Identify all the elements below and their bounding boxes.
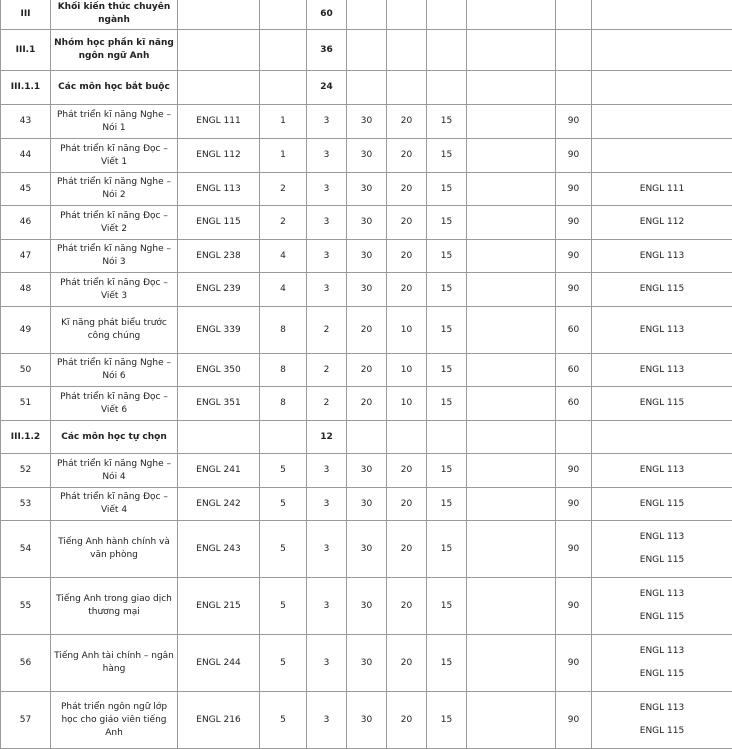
empty-cell [592,30,732,71]
course-number: 53 [1,488,51,521]
course-semester: 5 [260,635,307,692]
empty-cell [467,30,556,71]
course-credits: 3 [307,578,347,635]
course-hours-3: 15 [427,307,467,354]
prerequisite-code: ENGL 115 [594,663,730,686]
course-hours-4 [467,521,556,578]
empty-cell [387,0,427,30]
course-row [1,454,732,488]
prerequisite-code: ENGL 111 [594,178,730,201]
course-number: 52 [1,454,51,488]
course-hours-2: 20 [387,173,427,206]
course-semester: 5 [260,488,307,521]
prerequisite-code: ENGL 113 [594,245,730,268]
course-hours-3: 15 [427,692,467,749]
course-number: 57 [1,692,51,749]
course-total-hours: 90 [556,454,592,488]
course-number: 50 [1,354,51,387]
course-code: ENGL 239 [178,273,260,307]
course-credits: 3 [307,240,347,273]
course-hours-4 [467,105,556,139]
course-hours-4 [467,488,556,521]
course-hours-3: 15 [427,105,467,139]
empty-cell [556,421,592,454]
course-semester: 8 [260,354,307,387]
course-credits: 3 [307,635,347,692]
course-hours-2: 20 [387,139,427,173]
course-row [1,173,732,206]
course-credits: 3 [307,692,347,749]
course-hours-1: 20 [347,387,387,421]
course-code: ENGL 112 [178,139,260,173]
course-semester: 1 [260,105,307,139]
empty-cell [556,0,592,30]
course-credits: 3 [307,521,347,578]
empty-cell [387,71,427,105]
empty-cell [427,0,467,30]
course-hours-4 [467,354,556,387]
course-hours-3: 15 [427,206,467,240]
course-hours-1: 30 [347,578,387,635]
course-hours-4 [467,273,556,307]
course-total-hours: 90 [556,139,592,173]
section-name: Nhóm học phần kĩ năng ngôn ngữ Anh [51,30,178,71]
course-row [1,206,732,240]
course-hours-1: 30 [347,139,387,173]
prerequisite-code: ENGL 115 [594,392,730,415]
section-row [1,421,732,454]
course-credits: 3 [307,454,347,488]
prerequisite-code: ENGL 112 [594,211,730,234]
course-code: ENGL 241 [178,454,260,488]
course-total-hours: 90 [556,488,592,521]
course-name: Phát triển kĩ năng Nghe – Nói 6 [51,354,178,387]
empty-cell [427,30,467,71]
course-hours-1: 30 [347,488,387,521]
course-code: ENGL 238 [178,240,260,273]
course-total-hours: 90 [556,240,592,273]
course-name: Kĩ năng phát biểu trước công chúng [51,307,178,354]
course-semester: 5 [260,578,307,635]
course-prerequisites [592,273,732,307]
course-prerequisites [592,488,732,521]
course-hours-3: 15 [427,240,467,273]
course-hours-2: 20 [387,206,427,240]
course-hours-2: 10 [387,387,427,421]
course-row [1,578,732,635]
section-code: III [1,0,51,30]
course-total-hours: 90 [556,692,592,749]
course-hours-3: 15 [427,454,467,488]
course-row [1,521,732,578]
course-hours-3: 15 [427,521,467,578]
course-name: Tiếng Anh hành chính và văn phòng [51,521,178,578]
course-credits: 3 [307,105,347,139]
empty-cell [556,71,592,105]
course-total-hours: 90 [556,105,592,139]
course-hours-4 [467,692,556,749]
course-hours-1: 30 [347,240,387,273]
empty-cell [347,71,387,105]
empty-cell [387,30,427,71]
course-name: Phát triển kĩ năng Đọc – Viết 6 [51,387,178,421]
course-credits: 3 [307,488,347,521]
course-code: ENGL 350 [178,354,260,387]
course-semester: 5 [260,454,307,488]
course-hours-2: 10 [387,307,427,354]
empty-cell [387,421,427,454]
course-code: ENGL 111 [178,105,260,139]
course-total-hours: 90 [556,578,592,635]
course-semester: 5 [260,692,307,749]
course-credits: 3 [307,206,347,240]
course-number: 51 [1,387,51,421]
prerequisite-code: ENGL 113 [594,583,730,606]
section-code: III.1.2 [1,421,51,454]
course-code: ENGL 242 [178,488,260,521]
empty-cell [427,421,467,454]
course-total-hours: 90 [556,273,592,307]
course-total-hours: 90 [556,206,592,240]
course-semester: 2 [260,206,307,240]
empty-cell [178,0,260,30]
section-credits: 36 [307,30,347,71]
prerequisite-code: ENGL 115 [594,549,730,572]
course-hours-3: 15 [427,354,467,387]
course-total-hours: 90 [556,173,592,206]
course-prerequisites [592,173,732,206]
course-name: Phát triển kĩ năng Nghe – Nói 3 [51,240,178,273]
course-hours-1: 30 [347,206,387,240]
course-hours-1: 20 [347,307,387,354]
course-hours-4 [467,240,556,273]
course-credits: 3 [307,273,347,307]
course-hours-4 [467,454,556,488]
course-semester: 2 [260,173,307,206]
empty-cell [178,421,260,454]
course-hours-1: 30 [347,521,387,578]
course-prerequisites [592,354,732,387]
course-semester: 8 [260,387,307,421]
prerequisite-code: ENGL 113 [594,526,730,549]
course-prerequisites [592,635,732,692]
course-prerequisites [592,206,732,240]
course-prerequisites [592,307,732,354]
empty-cell [178,71,260,105]
empty-cell [427,71,467,105]
course-code: ENGL 243 [178,521,260,578]
course-hours-2: 20 [387,240,427,273]
course-hours-3: 15 [427,488,467,521]
course-code: ENGL 115 [178,206,260,240]
course-semester: 8 [260,307,307,354]
course-prerequisites [592,521,732,578]
course-prerequisites [592,454,732,488]
course-code: ENGL 244 [178,635,260,692]
empty-cell [260,71,307,105]
section-row [1,30,732,71]
course-hours-4 [467,578,556,635]
empty-cell [467,0,556,30]
course-total-hours: 90 [556,635,592,692]
course-prerequisites [592,240,732,273]
course-number: 43 [1,105,51,139]
prerequisite-code: ENGL 115 [594,720,730,743]
course-hours-3: 15 [427,578,467,635]
course-number: 49 [1,307,51,354]
section-row [1,0,732,30]
course-number: 48 [1,273,51,307]
course-hours-2: 20 [387,692,427,749]
course-total-hours: 90 [556,521,592,578]
prerequisite-code: ENGL 113 [594,319,730,342]
empty-cell [592,71,732,105]
course-hours-3: 15 [427,173,467,206]
course-prerequisites [592,578,732,635]
section-name: Các môn học tự chọn [51,421,178,454]
course-row [1,488,732,521]
course-code: ENGL 339 [178,307,260,354]
course-semester: 4 [260,273,307,307]
course-credits: 2 [307,307,347,354]
course-hours-2: 20 [387,488,427,521]
course-number: 56 [1,635,51,692]
prerequisite-code: ENGL 113 [594,697,730,720]
course-number: 47 [1,240,51,273]
course-hours-2: 20 [387,521,427,578]
section-row [1,71,732,105]
course-name: Phát triển kĩ năng Nghe – Nói 4 [51,454,178,488]
section-credits: 24 [307,71,347,105]
course-hours-1: 30 [347,273,387,307]
course-semester: 4 [260,240,307,273]
course-name: Phát triển kĩ năng Đọc – Viết 2 [51,206,178,240]
course-hours-2: 20 [387,105,427,139]
course-hours-2: 10 [387,354,427,387]
course-credits: 3 [307,139,347,173]
course-hours-2: 20 [387,273,427,307]
course-code: ENGL 216 [178,692,260,749]
empty-cell [347,0,387,30]
course-hours-2: 20 [387,578,427,635]
empty-cell [178,30,260,71]
course-row [1,240,732,273]
section-credits: 60 [307,0,347,30]
course-hours-3: 15 [427,139,467,173]
course-name: Phát triển kĩ năng Nghe – Nói 1 [51,105,178,139]
course-hours-1: 30 [347,635,387,692]
course-hours-1: 30 [347,692,387,749]
course-row [1,273,732,307]
empty-cell [556,30,592,71]
empty-cell [467,71,556,105]
course-row [1,105,732,139]
section-name: Các môn học bắt buộc [51,71,178,105]
course-number: 46 [1,206,51,240]
empty-cell [467,421,556,454]
course-name: Phát triển kĩ năng Nghe – Nói 2 [51,173,178,206]
course-code: ENGL 351 [178,387,260,421]
course-number: 45 [1,173,51,206]
prerequisite-code: ENGL 113 [594,459,730,482]
course-hours-2: 20 [387,635,427,692]
course-code: ENGL 215 [178,578,260,635]
course-hours-4 [467,635,556,692]
course-hours-4 [467,139,556,173]
prerequisite-code: ENGL 113 [594,640,730,663]
prerequisite-code: ENGL 115 [594,278,730,301]
course-hours-1: 20 [347,354,387,387]
course-row [1,387,732,421]
section-credits: 12 [307,421,347,454]
prerequisite-code: ENGL 115 [594,493,730,516]
prerequisite-code: ENGL 113 [594,359,730,382]
course-credits: 3 [307,173,347,206]
course-prerequisites [592,105,732,139]
course-hours-3: 15 [427,387,467,421]
section-name: Khối kiến thức chuyên ngành [51,0,178,30]
course-row [1,307,732,354]
course-hours-1: 30 [347,105,387,139]
course-semester: 5 [260,521,307,578]
course-number: 54 [1,521,51,578]
empty-cell [592,421,732,454]
course-name: Phát triển kĩ năng Đọc – Viết 3 [51,273,178,307]
course-hours-4 [467,307,556,354]
course-hours-3: 15 [427,635,467,692]
course-code: ENGL 113 [178,173,260,206]
course-name: Tiếng Anh trong giao dịch thương mại [51,578,178,635]
course-hours-4 [467,387,556,421]
course-prerequisites [592,139,732,173]
course-row [1,635,732,692]
section-code: III.1 [1,30,51,71]
empty-cell [347,421,387,454]
course-total-hours: 60 [556,307,592,354]
course-prerequisites [592,387,732,421]
prerequisite-code: ENGL 115 [594,606,730,629]
course-total-hours: 60 [556,387,592,421]
course-number: 55 [1,578,51,635]
course-name: Phát triển ngôn ngữ lớp học cho giáo viên tiếng Anh [51,692,178,749]
course-row [1,692,732,749]
course-name: Tiếng Anh tài chính – ngân hàng [51,635,178,692]
course-row [1,354,732,387]
empty-cell [260,0,307,30]
course-credits: 2 [307,387,347,421]
course-number: 44 [1,139,51,173]
course-hours-3: 15 [427,273,467,307]
section-code: III.1.1 [1,71,51,105]
course-hours-4 [467,173,556,206]
course-hours-1: 30 [347,173,387,206]
course-name: Phát triển kĩ năng Đọc – Viết 4 [51,488,178,521]
course-credits: 2 [307,354,347,387]
course-row [1,139,732,173]
course-semester: 1 [260,139,307,173]
course-total-hours: 60 [556,354,592,387]
course-hours-2: 20 [387,454,427,488]
empty-cell [260,30,307,71]
empty-cell [260,421,307,454]
empty-cell [347,30,387,71]
course-name: Phát triển kĩ năng Đọc – Viết 1 [51,139,178,173]
course-hours-1: 30 [347,454,387,488]
empty-cell [592,0,732,30]
course-hours-4 [467,206,556,240]
course-prerequisites [592,692,732,749]
